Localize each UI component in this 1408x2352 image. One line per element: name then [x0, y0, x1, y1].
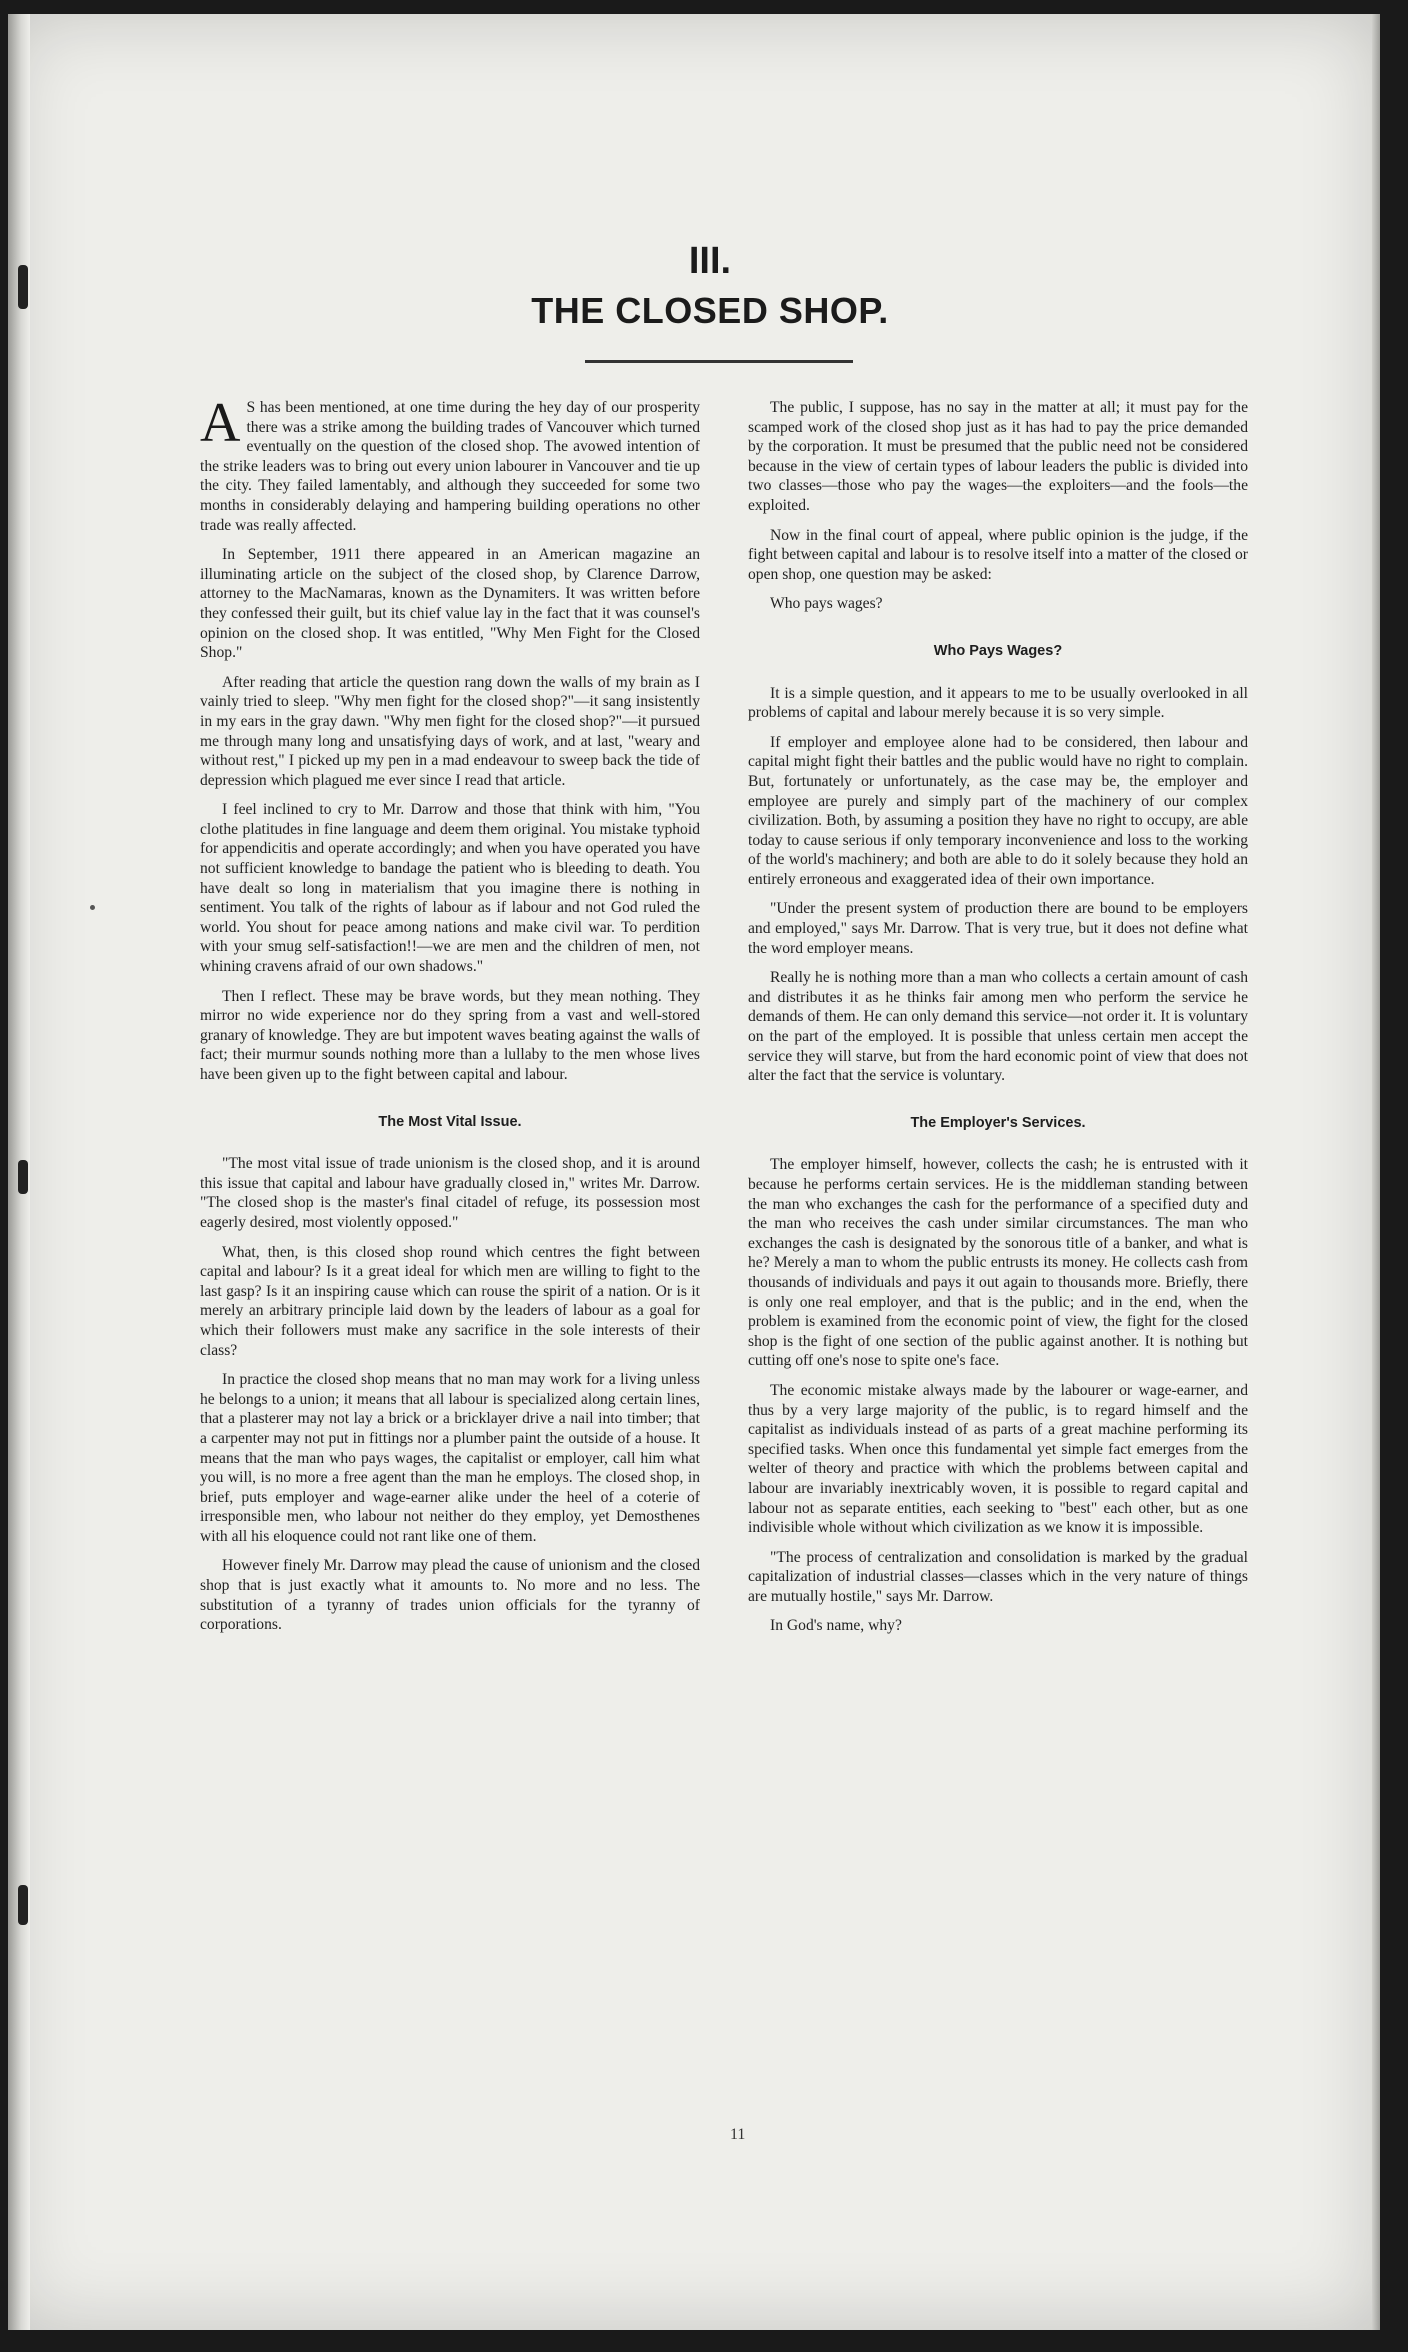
- binding-mark: [18, 265, 28, 309]
- page-number: 11: [730, 2126, 746, 2143]
- binding-mark: [18, 1885, 28, 1925]
- paragraph: What, then, is this closed shop round which centres the fight between capital and labour? Is it a great ideal for which men are willing to fight to the last gasp? Is it an inspiring cause which can rouse the spirit of a nation. Or is it merely an arbitrary principle laid down by the leaders of labour as a goal for which their followers must make any sacrifice in the sole interests of their class?: [200, 1243, 700, 1359]
- page-edge: [1372, 14, 1380, 2330]
- chapter-number: III.: [688, 240, 732, 282]
- paragraph: I feel inclined to cry to Mr. Darrow and those that think with him, "You clothe platitudes in fine language and deem them original. You mistake typhoid for appendicitis and operate accordingly; and when you have operated you have not sufficient knowledge to bandage the patient who is bleeding to death. You have dealt so long in materialism that you imagine there is nothing in sentiment. You talk of the rights of labour as if labour and not God ruled the world. You shout for peace among nations and make civil war. To perdition with your smug self-satisfaction!!—we are men and the children of men, not whining cravens afraid of our own shadows.": [200, 801, 700, 976]
- chapter-title: THE CLOSED SHOP.: [531, 290, 889, 331]
- section-heading: The Most Vital Issue.: [378, 1113, 522, 1130]
- paragraph: It is a simple question, and it appears to me to be usually overlooked in all problems of capital and labour merely because it is so very simple.: [748, 684, 1248, 722]
- paragraph: Really he is nothing more than a man who collects a certain amount of cash and distributes it as he thinks fair among men who perform the service he demands of them. He can only demand this service—not order it. It is voluntary on the part of the employed. It is possible that unless certain men accept the service they will starve, but from the hard economic point of view that does not alter the fact that the service is voluntary.: [748, 969, 1248, 1085]
- paragraph: [200, 398, 700, 535]
- paragraph: "Under the present system of production there are bound to be employers and employed," says Mr. Darrow. That is very true, but it does not define what the word employer means.: [748, 900, 1248, 957]
- paragraph: In practice the closed shop means that no man may work for a living unless he belongs to a union; it means that all labour is specialized along certain lines, that a plasterer may not lay a brick or a bricklayer drive a nail into timber; that a carpenter may not put in fittings nor a plumber paint the outside of a house. It means that the man who pays wages, the capitalist or employer, call him what you will, is no more a free agent than the man he employs. The closed shop, in brief, puts employer and wage-earner alike under the heel of a coterie of irresponsible men, who labour not neither do they employ, yet Demosthenes with all his eloquence could not rant like one of them.: [200, 1371, 700, 1545]
- binding-mark: [18, 1160, 28, 1194]
- paragraph: "The process of centralization and consolidation is marked by the gradual capitalization of industrial classes—classes which in the very nature of things are mutually hostile," says Mr. Darrow.: [748, 1548, 1248, 1605]
- speck: [90, 905, 95, 910]
- title-rule: [585, 360, 853, 363]
- paragraph: "The most vital issue of trade unionism is the closed shop, and it is around this issue that capital and labour have gradually closed in," writes Mr. Darrow. "The closed shop is the master's final citadel of refuge, its possession most eagerly desired, most violently opposed.": [200, 1155, 700, 1231]
- paragraph: In God's name, why?: [770, 1617, 902, 1635]
- paragraph: The economic mistake always made by the labourer or wage-earner, and thus by a very large majority of the public, is to regard himself and the capitalist as individuals instead of as parts of a great machine performing its specified tasks. When once this fundamental yet simple fact emerges from the welter of theory and practice with which the problems between capital and labour are invariably inextricably woven, it is possible to regard capital and labour not as separate entities, each seeking to "best" each other, but as one indivisible whole without which civilization as we know it is impossible.: [748, 1381, 1248, 1537]
- section-heading: The Employer's Services.: [910, 1114, 1086, 1131]
- paragraph: After reading that article the question rang down the walls of my brain as I vainly tried to sleep. "Why men fight for the closed shop?"—it sang insistently in my ears in the gray dawn. "Why men fight for the closed shop?"—it pursued me through many long and unsatisfying days of work, and at last, "weary and without rest," I picked up my pen in a mad endeavour to sweep back the tide of depression which plagued me ever since I read that article.: [200, 673, 700, 789]
- paragraph: Who pays wages?: [770, 595, 883, 613]
- left-column: [200, 398, 700, 2118]
- right-column: [748, 398, 1248, 2118]
- paragraph: If employer and employee alone had to be considered, then labour and capital might fight their battles and the public would have no right to complain. But, fortunately or unfortunately, as the case may be, the employer and employee are purely and simply part of the machinery of our complex civilization. Both, by assuming a position they have no right to occupy, are able today to cause serious if only temporary inconvenience and loss to the working of the world's machinery; and both are able to do it solely because they hold an entirely erroneous and exaggerated idea of their own importance.: [748, 733, 1248, 888]
- paragraph: However finely Mr. Darrow may plead the cause of unionism and the closed shop that is just exactly what it amounts to. No more and no less. The substitution of a tyranny of trades union officials for the tyranny of corporations.: [200, 1557, 700, 1634]
- drop-cap: A: [200, 398, 241, 454]
- paragraph: Then I reflect. These may be brave words, but they mean nothing. They mirror no wide experience nor do they spring from a vast and well-stored granary of knowledge. They are but impotent waves beating against the walls of fact; their murmur sounds nothing more than a lullaby to the men whose lives have been given up to the fight between capital and labour.: [200, 987, 700, 1083]
- paragraph-text: S has been mentioned, at one time during the hey day of our prosperity there was a strike among the building trades of Vancouver which turned eventually on the question of the closed shop. The avowed intention of the strike leaders was to bring out every union labourer in Vancouver and tie up the city. They failed lamentably, and although they succeeded for some two months in considerably delaying and hampering building operations no other trade was really affected.: [200, 399, 700, 534]
- paragraph: In September, 1911 there appeared in an American magazine an illuminating article on the subject of the closed shop, by Clarence Darrow, attorney to the MacNamaras, known as the Dynamiters. It was written before they confessed their guilt, but its chief value lay in the fact that it was counsel's opinion on the closed shop. It was entitled, "Why Men Fight for the Closed Shop.": [200, 546, 700, 662]
- section-heading: Who Pays Wages?: [933, 642, 1063, 659]
- paragraph: Now in the final court of appeal, where public opinion is the judge, if the fight between capital and labour is to resolve itself into a matter of the closed or open shop, one question may be asked:: [748, 526, 1248, 583]
- paragraph: The employer himself, however, collects the cash; he is entrusted with it because he performs certain services. He is the middleman standing between the man who exchanges the cash for the performance of a specified duty and the man who receives the cash under similar circumstances. The man who exchanges the cash is designated by the sonorous title of a banker, and what is he? Merely a man to whom the public entrusts its money. He collects cash from thousands of individuals and pays it out again to thousands more. Briefly, there is only one real employer, and that is the public; and in the end, when the problem is examined from the economic point of view, the fight for the closed shop is the fight of one section of the public against another. It is nothing but cutting off one's nose to spite one's face.: [748, 1156, 1248, 1370]
- paragraph: The public, I suppose, has no say in the matter at all; it must pay for the scamped work of the closed shop just as it has had to pay the price demanded by the corporation. It must be presumed that the public need not be considered because in the view of certain types of labour leaders the public is divided into two classes—those who pay the wages—the exploiters—and the fools—the exploited.: [748, 399, 1248, 514]
